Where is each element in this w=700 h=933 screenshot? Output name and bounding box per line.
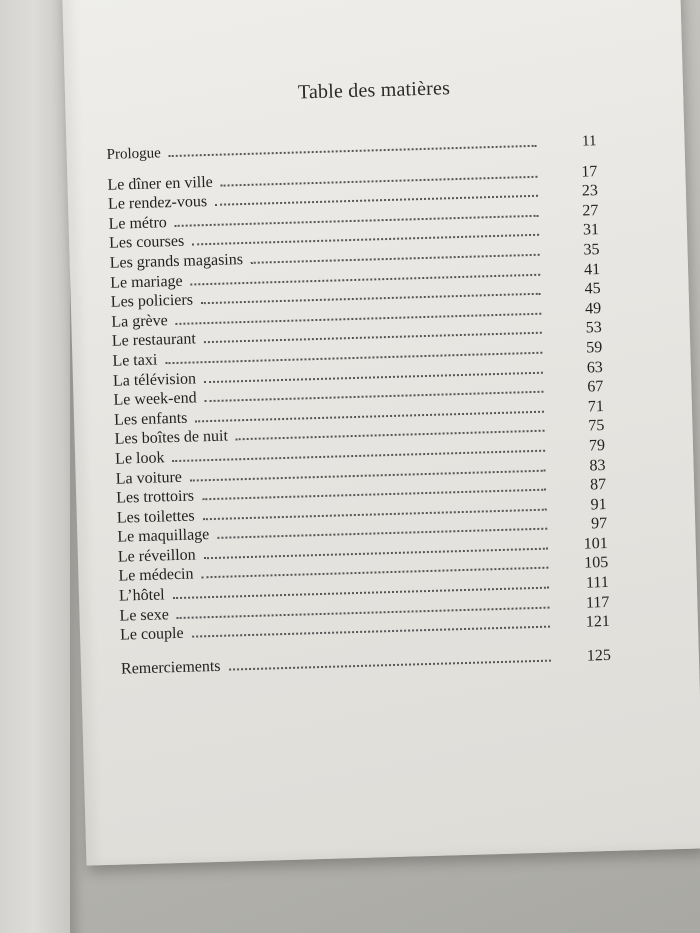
toc-entry-page-number: 71 [587, 397, 605, 416]
toc-entry [106, 133, 596, 166]
facing-page-edge [0, 0, 70, 933]
toc-entry-page-number: 79 [588, 436, 606, 455]
toc-entry [121, 647, 611, 680]
toc-entry-label: L’hôtel [118, 586, 165, 605]
toc-entry-label: Le rendez-vous [107, 193, 208, 213]
toc-entry-label: Le mariage [110, 272, 183, 292]
toc-entry-page-number: 117 [585, 593, 610, 612]
toc-entry-page-number: 59 [586, 338, 603, 357]
toc-entry-label: Le réveillon [117, 546, 196, 566]
toc-dot-leader [229, 659, 551, 670]
toc-entry-page-number: 31 [582, 221, 600, 239]
toc-entry-label: Les enfants [113, 409, 188, 429]
toc-entry-label: Le dîner en ville [107, 173, 214, 194]
toc-entry-label: Le métro [108, 213, 168, 233]
toc-entry-label: Le sexe [119, 605, 170, 625]
toc-dot-leader [251, 254, 540, 264]
toc-entry-page-number: 105 [584, 554, 609, 573]
toc-entry-label: Les trottoirs [116, 487, 195, 507]
toc-list [106, 133, 611, 680]
toc-entry-label: Les grands magasins [109, 251, 244, 272]
toc-entry-label: Le taxi [112, 351, 158, 370]
toc-entry-page-number: 23 [581, 182, 599, 200]
toc-entry-page-number: 83 [589, 456, 606, 474]
toc-entry-label: Les boîtes de nuit [114, 427, 229, 449]
page-title: Table des matières [297, 77, 451, 104]
toc-entry-page-number: 121 [585, 613, 611, 631]
toc-entry-page-number: 45 [584, 280, 601, 298]
toc-entry-page-number: 27 [582, 201, 599, 220]
toc-dot-leader [192, 626, 550, 638]
toc-entry-label: Remerciements [120, 657, 221, 678]
toc-entry-page-number: 53 [585, 319, 602, 337]
toc-entry-page-number: 125 [586, 646, 612, 665]
toc-dot-leader [169, 145, 537, 157]
toc-entry-label: Prologue [106, 145, 162, 163]
toc-entry-label: Le week-end [113, 389, 197, 409]
toc-entry-page-number: 101 [583, 534, 608, 553]
toc-entry-label: Le look [114, 449, 165, 468]
toc-entry-page-number: 87 [589, 476, 607, 494]
toc-entry-page-number: 41 [583, 260, 601, 279]
toc-entry-label: Le médecin [118, 566, 194, 586]
toc-entry-label: Le restaurant [111, 330, 197, 351]
toc-entry-page-number: 35 [583, 241, 600, 259]
toc-entry-label: Le maquillage [117, 526, 210, 546]
toc-entry-page-number: 49 [584, 299, 602, 318]
toc-entry-page-number: 91 [590, 495, 607, 514]
toc-entry-page-number: 111 [585, 574, 610, 592]
toc-entry-label: Les toilettes [116, 507, 195, 527]
toc-entry-page-number: 17 [581, 162, 598, 181]
toc-entry-label: Le couple [119, 625, 184, 644]
toc-entry-page-number: 63 [586, 358, 604, 377]
toc-entry-label: Les policiers [110, 291, 194, 311]
toc-entry-page-number: 67 [587, 378, 604, 396]
toc-entry-page-number: 11 [581, 133, 597, 150]
toc-entry-label: La grève [111, 311, 168, 331]
book-page [62, 0, 700, 866]
toc-entry-page-number: 75 [588, 417, 605, 435]
toc-entry-label: La télévision [112, 369, 197, 390]
toc-entry-page-number: 97 [590, 515, 608, 533]
toc-entry-label: Les courses [108, 233, 185, 253]
toc-entry-label: La voiture [115, 468, 183, 488]
